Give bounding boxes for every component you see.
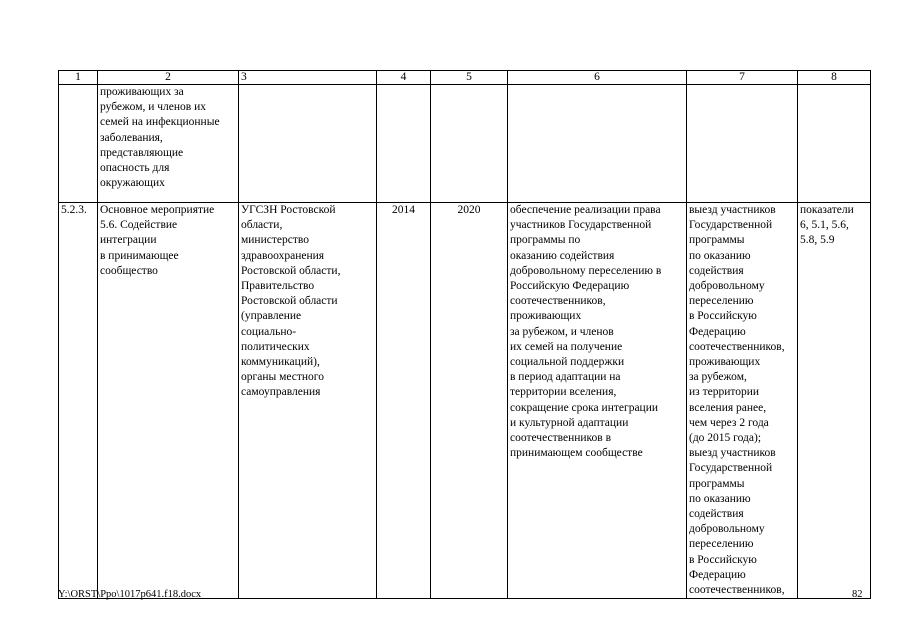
- table-row: [59, 203, 871, 599]
- cell-activity: проживающих за рубежом, и членов их семей на инфекционные заболевания, представляющие опасность для окружающих: [98, 85, 239, 203]
- cell-consequences: [687, 85, 798, 203]
- header-cell-6: 6: [508, 71, 687, 85]
- cell-start-year: [377, 85, 431, 203]
- cell-number: 5.2.3.: [59, 203, 98, 599]
- header-cell-1: 1: [59, 71, 98, 85]
- cell-executor: УГСЗН Ростовской области, министерство здравоохранения Ростовской области, Правительство Ростовской области (управление социально- политических коммуникаций), органы местного самоуправления: [239, 203, 377, 599]
- cell-executor: [239, 85, 377, 203]
- cell-end-year: 2020: [431, 203, 508, 599]
- table-row-continued: [59, 85, 871, 203]
- cell-expected-result: [508, 85, 687, 203]
- header-cell-2: 2: [98, 71, 239, 85]
- header-cell-7: 7: [687, 71, 798, 85]
- header-cell-5: 5: [431, 71, 508, 85]
- cell-indicators: показатели 6, 5.1, 5.6, 5.8, 5.9: [798, 203, 871, 599]
- cell-indicators: [798, 85, 871, 203]
- cell-number: [59, 85, 98, 203]
- cell-activity: Основное мероприятие 5.6. Содействие интеграции в принимающее сообщество: [98, 203, 239, 599]
- cell-start-year: 2014: [377, 203, 431, 599]
- header-cell-3: 3: [239, 71, 377, 85]
- page-number: 82: [852, 589, 863, 600]
- footer-file-path: Y:\ORST\Ppo\1017p641.f18.docx: [58, 589, 202, 600]
- cell-end-year: [431, 85, 508, 203]
- cell-consequences: выезд участников Государственной программы по оказанию содействия добровольному переселению в Российскую Федерацию соотечественников, проживающих за рубежом, из территории вселения ранее, чем через 2 года (до 2015 года); выезд участников Государственной программы по оказанию содействия добровольному переселению в Российскую Федерацию соотечественников,: [687, 203, 798, 599]
- header-row: [59, 71, 871, 85]
- program-table: [58, 70, 871, 599]
- header-cell-8: 8: [798, 71, 871, 85]
- header-cell-4: 4: [377, 71, 431, 85]
- cell-expected-result: обеспечение реализации права участников Государственной программы по оказанию содействия добровольному переселению в Российскую Федерацию соотечественников, проживающих за рубежом, и членов их семей на получение социальной поддержки в период адаптации на территории вселения, сокращение срока интеграции и культурной адаптации соотечественников в принимающем сообществе: [508, 203, 687, 599]
